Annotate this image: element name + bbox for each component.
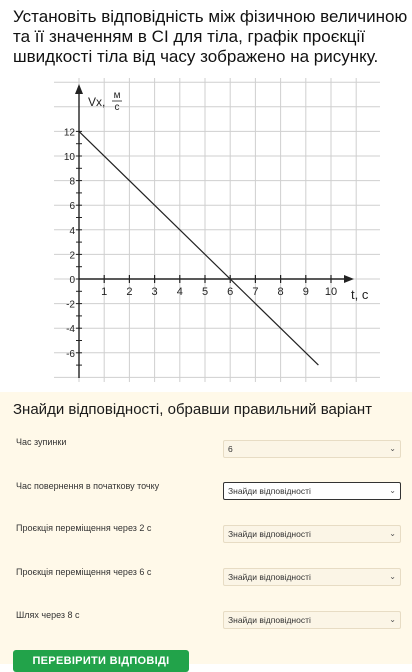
select-stop-time[interactable]: [223, 440, 401, 458]
question-line: та її значенням в СІ для тіла, графік проєкції: [13, 27, 366, 46]
select-value: 6: [228, 444, 233, 454]
chevron-down-icon: ⌄: [389, 572, 396, 581]
row-label-displacement-2s: Проєкція переміщення через 2 с: [16, 523, 152, 533]
x-tick-label: 4: [176, 286, 183, 298]
select-value: Знайди відповідності: [228, 529, 311, 539]
y-tick-label: 2: [69, 250, 75, 262]
answers-prompt: Знайди відповідності, обравши правильний варіант: [13, 401, 373, 418]
select-value: Знайди відповідності: [228, 486, 311, 496]
y-tick-label: -6: [66, 348, 75, 360]
x-tick-label: 3: [151, 286, 158, 298]
x-tick-label: 8: [277, 286, 284, 298]
x-tick-label: 5: [201, 286, 209, 298]
chevron-down-icon: ⌄: [389, 615, 396, 624]
row-label-displacement-6s: Проєкція переміщення через 6 с: [16, 567, 152, 577]
x-tick-label: 7: [252, 286, 259, 298]
y-axis-unit-bottom: с: [114, 102, 120, 113]
velocity-time-graph: [54, 78, 380, 382]
x-axis-label: t, с: [351, 287, 369, 302]
chevron-down-icon: ⌄: [389, 486, 396, 495]
x-tick-label: 6: [227, 286, 234, 298]
row-label-return-time: Час повернення в початкову точку: [16, 481, 160, 491]
y-axis-label: Vx,: [88, 95, 106, 109]
y-tick-label: 0: [69, 275, 75, 286]
y-tick-label: -2: [66, 299, 75, 311]
y-tick-label: 10: [63, 152, 75, 163]
question-line: швидкості тіла від часу зображено на рисунку.: [13, 47, 379, 66]
select-value: Знайди відповідності: [228, 615, 311, 625]
y-axis-unit-top: м: [113, 90, 121, 101]
chevron-down-icon: ⌄: [389, 444, 396, 453]
select-displacement-2s[interactable]: [223, 525, 401, 543]
question-line: Установіть відповідність між фізичною величиною: [13, 7, 408, 26]
y-tick-label: -4: [66, 324, 75, 336]
velocity-line: [79, 131, 318, 365]
answers-panel: [0, 392, 412, 667]
chevron-down-icon: ⌄: [389, 529, 396, 538]
y-tick-label: 8: [69, 176, 75, 188]
row-label-path-8s: Шлях через 8 с: [16, 610, 80, 620]
x-tick-label: 1: [101, 286, 108, 298]
question-text: [13, 7, 412, 67]
y-tick-label: 12: [63, 127, 75, 139]
row-label-stop-time: Час зупинки: [16, 437, 67, 447]
y-tick-label: 6: [69, 201, 75, 213]
check-answers-button[interactable]: ПЕРЕВІРИТИ ВІДПОВІДІ: [13, 650, 189, 672]
select-value: Знайди відповідності: [228, 572, 311, 582]
x-tick-label: 2: [126, 286, 133, 298]
x-tick-label: 10: [324, 286, 338, 298]
y-tick-label: 4: [69, 225, 75, 237]
x-tick-label: 9: [302, 286, 309, 298]
select-displacement-6s[interactable]: [223, 568, 401, 586]
y-axis-arrow: [75, 84, 83, 94]
select-path-8s[interactable]: [223, 611, 401, 629]
x-axis-arrow: [344, 275, 354, 283]
select-return-time[interactable]: [223, 482, 401, 500]
